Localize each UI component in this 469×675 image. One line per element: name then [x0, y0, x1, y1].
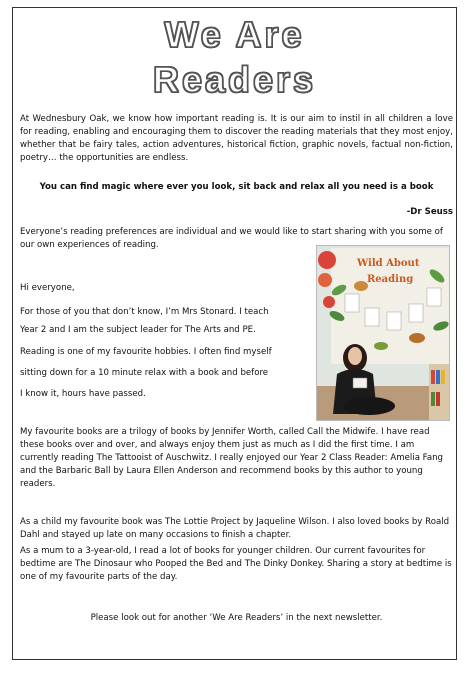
intro-line-5: I know it, hours have passed.: [20, 389, 146, 399]
intro-paragraph: At Wednesbury Oak, we know how important reading is. It is our aim to instil in all children a love for reading, enabling and encouraging them to discover the reading materials that they most enjoy, whether that be fairy tales, action adventures, historical fiction, graphic novels, factual non-fiction, poetry… the opportunities are endless.: [20, 114, 453, 163]
favourite-books-paragraph: My favourite books are a trilogy of books by Jennifer Worth, called Call the Midwife. I have read these books over and over, and always enjoy them just as much as I did the first time. I am currently reading The Tattooist of Auschwitz. I really enjoyed our Year 2 Class Reader: Amelia Fang and the Barbaric Ball by Laura Ellen Anderson and recommend books by this author to young readers.: [20, 427, 444, 489]
closing-line: Please look out for another ‘We Are Readers’ in the next newsletter.: [90, 613, 383, 623]
bedtime-paragraph: As a mum to a 3-year-old, I read a lot of books for younger children. Our current favourites for bedtime are The Dinosaur who Pooped the Bed and The Dinky Donkey. Sharing a story at bedtime is one of my favourite parts of the day.: [20, 546, 452, 582]
quote-text: You can find magic where ever you look, sit back and relax all you need is a book: [39, 182, 434, 192]
intro-line-4: sitting down for a 10 minute relax with a book and before: [20, 368, 269, 378]
intro-line-2: Year 2 and I am the subject leader for The Arts and PE.: [20, 325, 256, 335]
quote-author: -Dr Seuss: [406, 207, 453, 217]
teacher-photo: [316, 245, 450, 421]
sharing-paragraph: Everyone’s reading preferences are individual and we would like to start sharing with you some of our own experiences of reading.: [20, 227, 443, 250]
board-title-1: Wild About: [357, 258, 420, 269]
title-line-2: Readers: [152, 59, 317, 100]
board-title-2: Reading: [367, 274, 414, 285]
intro-line-1: For those of you that don’t know, I’m Mrs Stonard. I teach: [20, 307, 269, 317]
title-line-1: We Are: [164, 14, 305, 55]
greeting: Hi everyone,: [20, 283, 75, 293]
childhood-paragraph: As a child my favourite book was The Lottie Project by Jaqueline Wilson. I also loved books by Roald Dahl and stayed up late on many occasions to finish a chapter.: [20, 517, 450, 540]
intro-line-3: Reading is one of my favourite hobbies. I often find myself: [20, 347, 272, 357]
